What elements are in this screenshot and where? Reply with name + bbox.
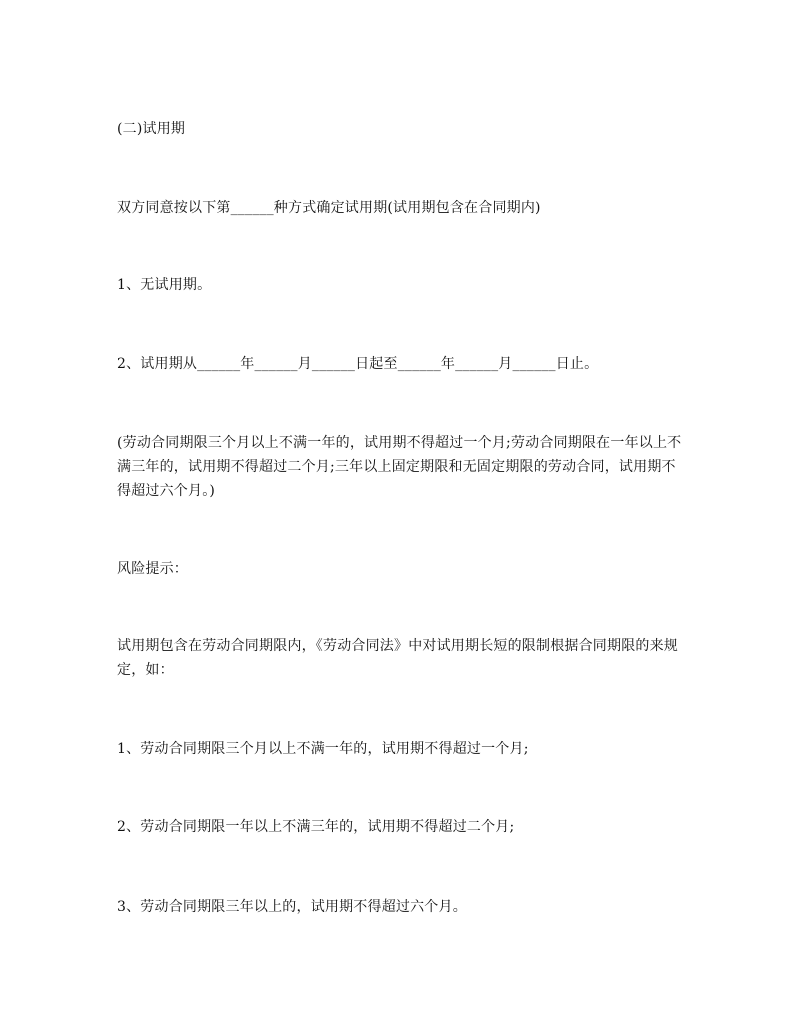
option-no-probation: 1、无试用期。 — [117, 277, 212, 293]
probation-method-clause: 双方同意按以下第______种方式确定试用期(试用期包含在合同期内) — [117, 200, 541, 216]
section-heading-probation: (二)试用期 — [117, 121, 186, 137]
risk-notice-body: 试用期包含在劳动合同期限内，《劳动合同法》中对试用期长短的限制根据合同期限的来规定，如： — [117, 638, 678, 678]
option-probation-period-dates: 2、试用期从______年______月______日起至______年______月______日止。 — [117, 356, 599, 372]
probation-limits-note: (劳动合同期限三个月以上不满一年的，试用期不得超过一个月;劳动合同期限在一年以上不满三年的，试用期不得超过二个月;三年以上固定期限和无固定期限的劳动合同，试用期不得超过六个月。) — [117, 435, 682, 499]
limit-rule-1: 1、劳动合同期限三个月以上不满一年的，试用期不得超过一个月; — [117, 741, 529, 757]
risk-notice-heading: 风险提示： — [117, 561, 188, 577]
limit-rule-2: 2、劳动合同期限一年以上不满三年的，试用期不得超过二个月; — [117, 819, 515, 835]
limit-rule-3: 3、劳动合同期限三年以上的，试用期不得超过六个月。 — [117, 899, 467, 915]
